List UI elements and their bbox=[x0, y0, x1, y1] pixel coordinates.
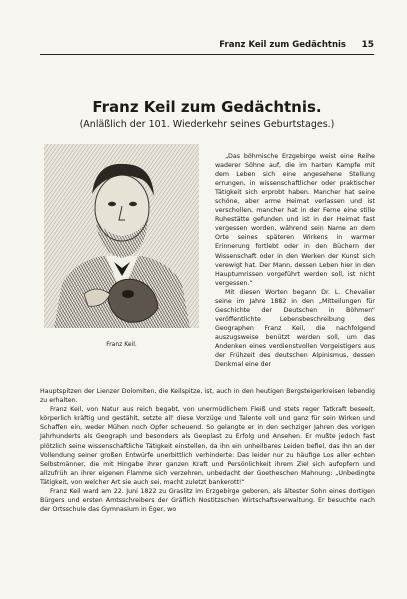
portrait-drawing bbox=[44, 144, 199, 328]
article-title: Franz Keil zum Gedächtnis. bbox=[92, 98, 322, 116]
intro-continuation-paragraph: Hauptspitzen der Lienzer Dolomiten, die Keilspitze, ist, auch in den heutigen Bergsteigerkreisen lebendig zu erhalten. bbox=[40, 388, 375, 405]
article-subtitle: (Anläßlich der 101. Wiederkehr seines Geburtstages.) bbox=[79, 119, 335, 130]
portrait-caption: Franz Keil. bbox=[106, 341, 137, 348]
birth-paragraph: Franz Keil ward am 22. Juni 1822 zu Graslitz im Erzgebirge geboren, als ältester Sohn eines dortigen Bürgers und ersten Amtsschreibers der Gräflich Nostitzschen Wirtschaftsverwaltung. Er besuchte nach der Ortsschule das Gymnasium in Eger, wo bbox=[40, 488, 375, 514]
biography-intro-paragraph: Mit diesen Worten begann Dr. L. Chevalier seine im Jahre 1882 in den „Mitteilungen für Geschichte der Deutschen in Böhmen“ veröffentlichte Lebensbeschreibung des Geographen Franz Keil, die nachfolgend auszugsweise benützt werden soll, um das Andenken eines verdienstvollen Vorgeistigers aus der Frühzeit des deutschen Alpinismus, dessen Denkmal eine der bbox=[215, 288, 375, 369]
running-header-title: Franz Keil zum Gedächtnis bbox=[219, 40, 346, 50]
page-number: 15 bbox=[361, 40, 374, 50]
right-column-text bbox=[215, 152, 375, 369]
portrait-engraving bbox=[44, 144, 199, 328]
character-paragraph: Franz Keil, von Natur aus reich begabt, von unermüdlichem Fleiß und stets reger Tatkraft beseelt, körperlich kräftig und gestählt, setzte all' diese Vorzüge und Talente voll und ganz für sein Wirken und Schaffen ein, weder Mühen noch Opfer scheuend. So gelangte er in den sechziger Jahren des vorigen Jahrhunderts als Geograph und besonders als Geoplast zu Erfolg und Ansehen. Er mußte jedoch fast plötzlich seine wissenschaftliche Tätigkeit einstellen, da ihn ein unheilbares Leiden befiel, das ihn an der Vollendung seiner großen Entwürfe unerbittlich verhinderte: Das leider nur zu häufige Los aller echten Selbstmänner, die mit Hingabe ihrer ganzen Kraft und Persönlichkeit ihrem Ziel sich aufopfern und allzufrüh an ihrer eigenen Flamme sich verzehren, unbedacht der Goetheschen Mahnung: „Unbedingte Tätigkeit, von welcher Art sie auch sei, macht zuletzt bankerott!“ bbox=[40, 406, 375, 486]
quote-paragraph: „Das böhmische Erzgebirge weist eine Reihe waderer Söhne auf, die im harten Kampfe mit dem Leben sich eine angesehene Stellung errungen, in wissenschaftlicher oder praktischer Tätigkeit sich erprobt haben. Mancher hat seine schöne, aber arme Heimat verlassen und ist verschollen, mancher hat in der Ferne eine stille Ruhestätte gefunden und ist in der Heimat fast vergessen worden, während sein Name an dem Orte seines späteren Wirkens in warmer Erinnerung fortlebt oder in den Büchern der Wissenschaft oder in den Werken der Kunst sich verewigt hat. Der Mann, dessen Leben hier in den Hauptumrissen vorgeführt werden soll, ist nicht vergessen.“ bbox=[215, 153, 375, 287]
running-header bbox=[40, 40, 374, 55]
full-width-text bbox=[40, 387, 375, 514]
